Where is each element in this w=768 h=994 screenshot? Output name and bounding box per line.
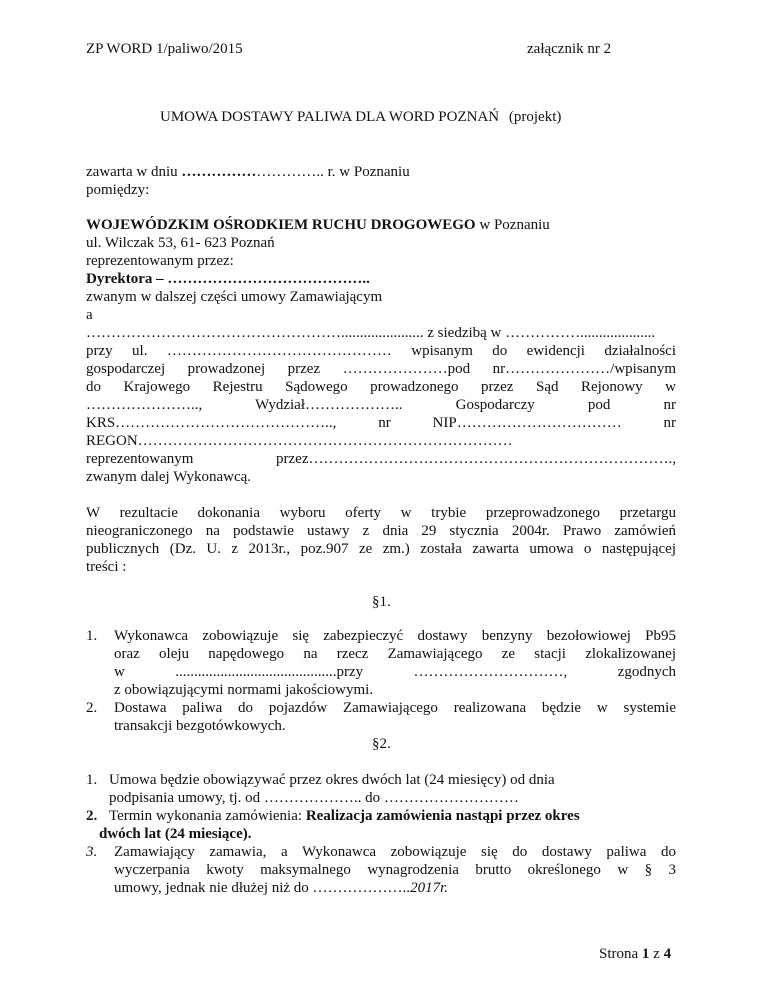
header-doc-id: ZP WORD 1/paliwo/2015: [86, 41, 243, 57]
s1-item2-number: 2.: [86, 700, 98, 716]
party2-under: pod: [587, 397, 611, 413]
s2-item1-line1: Umowa będzie obowiązywać przez okres dwóch lat (24 miesięcy) od dnia: [109, 772, 555, 788]
s2-item3-line2: wyczerpania kwoty maksymalnego wynagrodzenia brutto określonego w § 3: [114, 862, 676, 878]
s1-item1-line4: z obowiązującymi normami jakościowymi.: [114, 682, 374, 698]
party2-seat: z siedzibą w ……………....................: [423, 325, 656, 341]
s1-item1-line1: Wykonawca zobowiązuje się zabezpieczyć dostawy benzyny bezołowiowej Pb95: [114, 628, 676, 644]
page-number: [599, 945, 671, 963]
party2-line4: do Krajowego Rejestru Sądowego prowadzonego przez Sąd Rejonowy w: [86, 379, 676, 395]
intro-place: ………….. r. w Poznaniu: [256, 164, 410, 180]
page-of: z: [653, 946, 660, 962]
document-title: [160, 108, 561, 126]
page-current: 1: [641, 946, 650, 962]
intro-date-blank: ……………: [181, 164, 257, 180]
s2-item3-line3: [114, 879, 448, 897]
party2-nr-3: nr: [663, 415, 676, 431]
party2-line1: [86, 324, 655, 342]
s2-item1-number: 1.: [86, 772, 98, 788]
s1-street-blank: …………………………,: [413, 664, 568, 680]
s1-location-blank: ...........................................przy: [175, 664, 364, 680]
party2-name-blank: ……………………………………………......................: [86, 325, 424, 341]
s1-compliant: zgodnych: [617, 664, 676, 680]
party2-registry: wpisanym do ewidencji działalności: [411, 343, 676, 359]
preamble-line2: nieograniczonego na podstawie ustawy z dnia 29 stycznia 2004r. Prawo zamówień: [86, 523, 676, 539]
intro-text: zawarta w dniu: [86, 164, 182, 180]
section1-heading: §1.: [372, 594, 391, 610]
preamble-line1: W rezultacie dokonania wyboru oferty w trybie przeprowadzonego przetargu: [86, 505, 676, 521]
page-word: Strona: [599, 946, 639, 962]
party1-director: Dyrektora – …………………………………..: [86, 271, 370, 287]
party2-line6: [86, 414, 676, 432]
s1-item1-number: 1.: [86, 628, 98, 644]
party2-line5: [86, 396, 676, 414]
s2-item3-text: umowy, jednak nie dłużej niż do ………………..: [114, 880, 411, 896]
title-main: UMOWA DOSTAWY PALIWA DLA WORD POZNAŃ: [160, 109, 500, 125]
s2-item2-bold: Realizacja zamówienia nastąpi przez okres: [305, 808, 580, 824]
s2-item3-number: 3.: [86, 844, 98, 860]
party1-name-line: [86, 216, 550, 234]
party2-krs: KRS……………………………………..,: [86, 415, 337, 431]
party2-nr: nr: [663, 397, 677, 413]
s2-item3-year: 2017r.: [410, 880, 448, 896]
s1-item2-line1: Dostawa paliwa do pojazdów Zamawiającego realizowana będzie w systemie: [114, 700, 676, 716]
s2-item2-line1: [109, 807, 580, 825]
s1-item1-line2: oraz oleju napędowego na rzecz Zamawiającego ze stacji zlokalizowanej: [114, 646, 676, 662]
party2-court-blank: …………………..,: [86, 397, 203, 413]
preamble-line4: treści :: [86, 559, 127, 575]
party2-line3: gospodarczej prowadzonej przez …………………pod nr…………………/wpisanym: [86, 361, 676, 377]
header-attachment-label: załącznik nr 2: [527, 41, 612, 57]
party2-regon: REGON…………………………………………………………………: [86, 433, 513, 449]
party2-represented: reprezentowanym: [86, 451, 194, 467]
s2-item1-line2: podpisania umowy, tj. od ……………….. do ………………………: [109, 790, 519, 806]
party2-line2: [86, 342, 676, 360]
s2-item3-line1: Zamawiający zamawia, a Wykonawca zobowiązuje się do dostawy paliwa do: [114, 844, 676, 860]
party2-nip: NIP……………………………: [432, 415, 622, 431]
party1-city: w Poznaniu: [475, 217, 550, 233]
s2-item2-line2: dwóch lat (24 miesiące).: [99, 826, 252, 842]
s1-item2-line2: transakcji bezgotówkowych.: [114, 718, 286, 734]
party1-represented: reprezentowanym przez:: [86, 253, 234, 269]
party1-called: zwanym w dalszej części umowy Zamawiającym: [86, 289, 383, 305]
s2-item2-label: Termin wykonania zamówienia:: [109, 808, 306, 824]
preamble-line3: publicznych (Dz. U. z 2013r., poz.907 ze zm.) została zawarta umowa o następującej: [86, 541, 676, 557]
party2-line8: [86, 450, 676, 468]
s2-item2-number: 2.: [86, 808, 98, 824]
intro-between: pomiędzy:: [86, 182, 150, 198]
party2-by-blank: przez……………………………………………………………….,: [276, 451, 676, 467]
party2-economic: Gospodarczy: [455, 397, 535, 413]
section2-heading: §2.: [372, 736, 391, 752]
party1-name: WOJEWÓDZKIM OŚRODKIEM RUCHU DROGOWEGO: [86, 217, 476, 233]
title-suffix: (projekt): [508, 109, 562, 125]
party1-address: ul. Wilczak 53, 61- 623 Poznań: [86, 235, 275, 251]
s1-item1-line3: [114, 663, 676, 681]
party2-department: Wydział………………..: [255, 397, 403, 413]
page-total: 4: [663, 946, 672, 962]
conjunction-and: a: [86, 307, 93, 323]
party2-nr-2: nr: [378, 415, 391, 431]
intro-date-line: [86, 163, 410, 181]
party2-street: przy ul. ………………………………………: [86, 343, 392, 359]
s1-in: w: [114, 664, 125, 680]
party2-called: zwanym dalej Wykonawcą.: [86, 469, 252, 485]
